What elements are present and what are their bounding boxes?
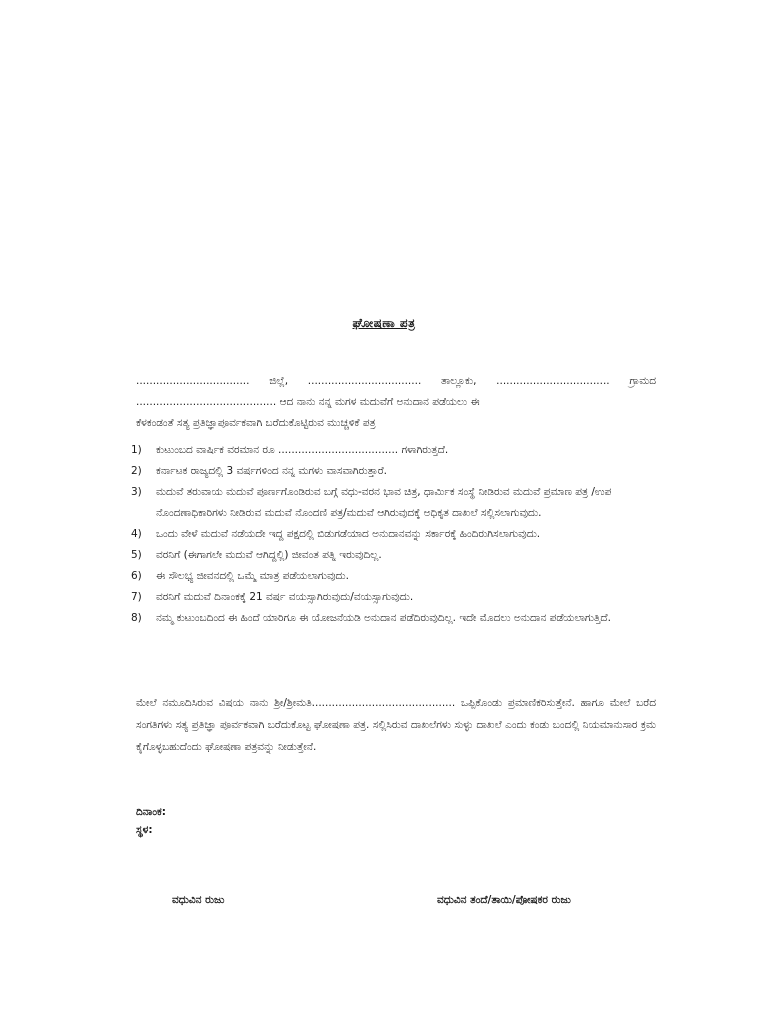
list-item-text: ಕುಟುಂಬದ ವಾರ್ಷಿಕ ವರಮಾನ ರೂ .................................... ಗಳಾಗಿರುತ್ತದೆ. <box>156 444 449 456</box>
list-item-number: 8) <box>131 612 142 624</box>
list-item <box>131 608 657 629</box>
list-item-text: ವರನಿಗೆ ಮದುವೆ ದಿನಾಂಕಕ್ಕೆ 21 ವರ್ಷ ವಯಸ್ಸಾಗಿರುವುದು/ವಯಸ್ಸಾಗುವುದು. <box>156 591 414 603</box>
list-item-number: 5) <box>131 549 142 561</box>
declaration-paragraph: ಮೇಲೆ ನಮೂದಿಸಿರುವ ವಿಷಯ ನಾನು ಶ್ರೀ/ಶ್ರೀಮತಿ........................................... ಒಪ್ಪಿಕೊಂಡು ಪ್ರಮಾಣಿಕರಿಸುತ್ತೇನೆ. ಹಾಗೂ ಮೇಲೆ ಬರೆದ ಸಂಗತಿಗಳು ಸತ್ಯ ಪ್ರತಿಜ್ಞಾ ಪೂರ್ವಕವಾಗಿ ಬರೆದುಕೊಟ್ಟ ಘೋಷಣಾ ಪತ್ರ. ಸಲ್ಲಿಸಿರುವ ದಾಖಲೆಗಳು ಸುಳ್ಳು ದಾಖಲೆ ಎಂದು ಕಂಡು ಬಂದಲ್ಲಿ ನಿಯಮಾನುಸಾರ ಕ್ರಮ ಕೈಗೊಳ್ಳಬಹುದೆಂದು ಘೋಷಣಾ ಪತ್ರವನ್ನು ನೀಡುತ್ತೇನೆ. <box>136 697 656 753</box>
page-title: ಘೋಷಣಾ ಪತ್ರ <box>352 316 416 330</box>
list-item-text: ವರನಿಗೆ (ಈಗಾಗಲೇ ಮದುವೆ ಆಗಿದ್ದಲ್ಲಿ) ಜೀವಂತ ಪತ್ನಿ ಇರುವುದಿಲ್ಲ. <box>156 549 382 561</box>
list-item-number: 6) <box>131 570 142 582</box>
district-label: ಜಿಲ್ಲೆ, <box>269 375 289 387</box>
taluk-label: ತಾಲ್ಲೂಕು, <box>441 375 477 387</box>
list-item <box>131 482 657 524</box>
list-item-text: ನಮ್ಮ ಕುಟುಂಬದಿಂದ ಈ ಹಿಂದೆ ಯಾರಿಗೂ ಈ ಯೋಜನೆಯಡಿ ಅನುದಾನ ಪಡೆದಿರುವುದಿಲ್ಲ. ಇದೇ ಮೊದಲು ಅನುದಾನ ಪಡೆಯಲಾಗುತ್ತಿದೆ. <box>156 612 611 624</box>
date-label: ದಿನಾಂಕ: <box>136 806 166 818</box>
list-item-text: ಒಂದು ವೇಳೆ ಮದುವೆ ನಡೆಯದೇ ಇದ್ದ ಪಕ್ಷದಲ್ಲಿ ಬಿಡುಗಡೆಯಾದ ಅನುದಾನವನ್ನು ಸರ್ಕಾರಕ್ಕೆ ಹಿಂದಿರುಗಿಸಲಾಗುವುದು. <box>156 528 541 540</box>
list-item <box>131 440 657 461</box>
intro-line-1 <box>136 371 656 392</box>
declaration-list <box>131 440 657 629</box>
list-item-number: 3) <box>131 486 142 498</box>
list-item <box>131 461 657 482</box>
list-item <box>131 524 657 545</box>
intro-paragraph <box>136 371 656 434</box>
list-item <box>131 545 657 566</box>
intro-line-2: .......................................... ಆದ ನಾನು ನನ್ನ ಮಗಳ ಮದುವೆಗೆ ಅನುದಾನ ಪಡೆಯಲು ಈ <box>136 396 480 408</box>
list-item-number: 1) <box>131 444 142 456</box>
list-item-number: 2) <box>131 465 142 477</box>
list-item <box>131 587 657 608</box>
parent-signature-label: ವಧುವಿನ ತಂದೆ/ತಾಯಿ/ಪೋಷಕರ ರುಜು <box>437 894 571 906</box>
bride-signature-label: ವಧುವಿನ ರುಜು <box>172 894 225 906</box>
list-item-text: ಮದುವೆ ತರುವಾಯ ಮದುವೆ ಪೂರ್ಣಗೊಂಡಿರುವ ಬಗ್ಗೆ ವಧು-ವರನ ಭಾವ ಚಿತ್ರ, ಧಾರ್ಮಿಕ ಸಂಸ್ಥೆ ನೀಡಿರುವ ಮದುವೆ ಪ್ರಮಾಣ ಪತ್ರ /ಉಪ ನೊಂದಣಾಧಿಕಾರಿಗಳು ನೀಡಿರುವ ಮದುವೆ ನೊಂದಣಿ ಪತ್ರ/ಮದುವೆ ಆಗಿರುವುದಕ್ಕೆ ಅಧಿಕೃತ ದಾಖಲೆ ಸಲ್ಲಿಸಲಾಗುವುದು. <box>156 486 612 519</box>
place-label: ಸ್ಥಳ: <box>136 824 153 836</box>
list-item-text: ಈ ಸೌಲಭ್ಯ ಜೀವನದಲ್ಲಿ ಒಮ್ಮೆ ಮಾತ್ರ ಪಡೆಯಲಾಗುವುದು. <box>156 570 349 582</box>
village-blank: .................................. <box>496 375 610 387</box>
list-item-number: 4) <box>131 528 142 540</box>
district-blank: .................................. <box>136 375 250 387</box>
taluk-blank: .................................. <box>307 375 422 387</box>
list-item-number: 7) <box>131 591 142 603</box>
village-label: ಗ್ರಾಮದ <box>629 375 656 387</box>
intro-line-3: ಕೆಳಕಂಡಂತೆ ಸತ್ಯ ಪ್ರತಿಜ್ಞಾಪೂರ್ವಕವಾಗಿ ಬರೆದುಕೊಟ್ಟಿರುವ ಮುಚ್ಚಳಿಕೆ ಪತ್ರ <box>136 417 376 429</box>
list-item-text: ಕರ್ನಾಟಕ ರಾಜ್ಯದಲ್ಲಿ 3 ವರ್ಷಗಳಿಂದ ನನ್ನ ಮಗಳು ವಾಸವಾಗಿರುತ್ತಾರೆ. <box>156 465 388 477</box>
list-item <box>131 566 657 587</box>
